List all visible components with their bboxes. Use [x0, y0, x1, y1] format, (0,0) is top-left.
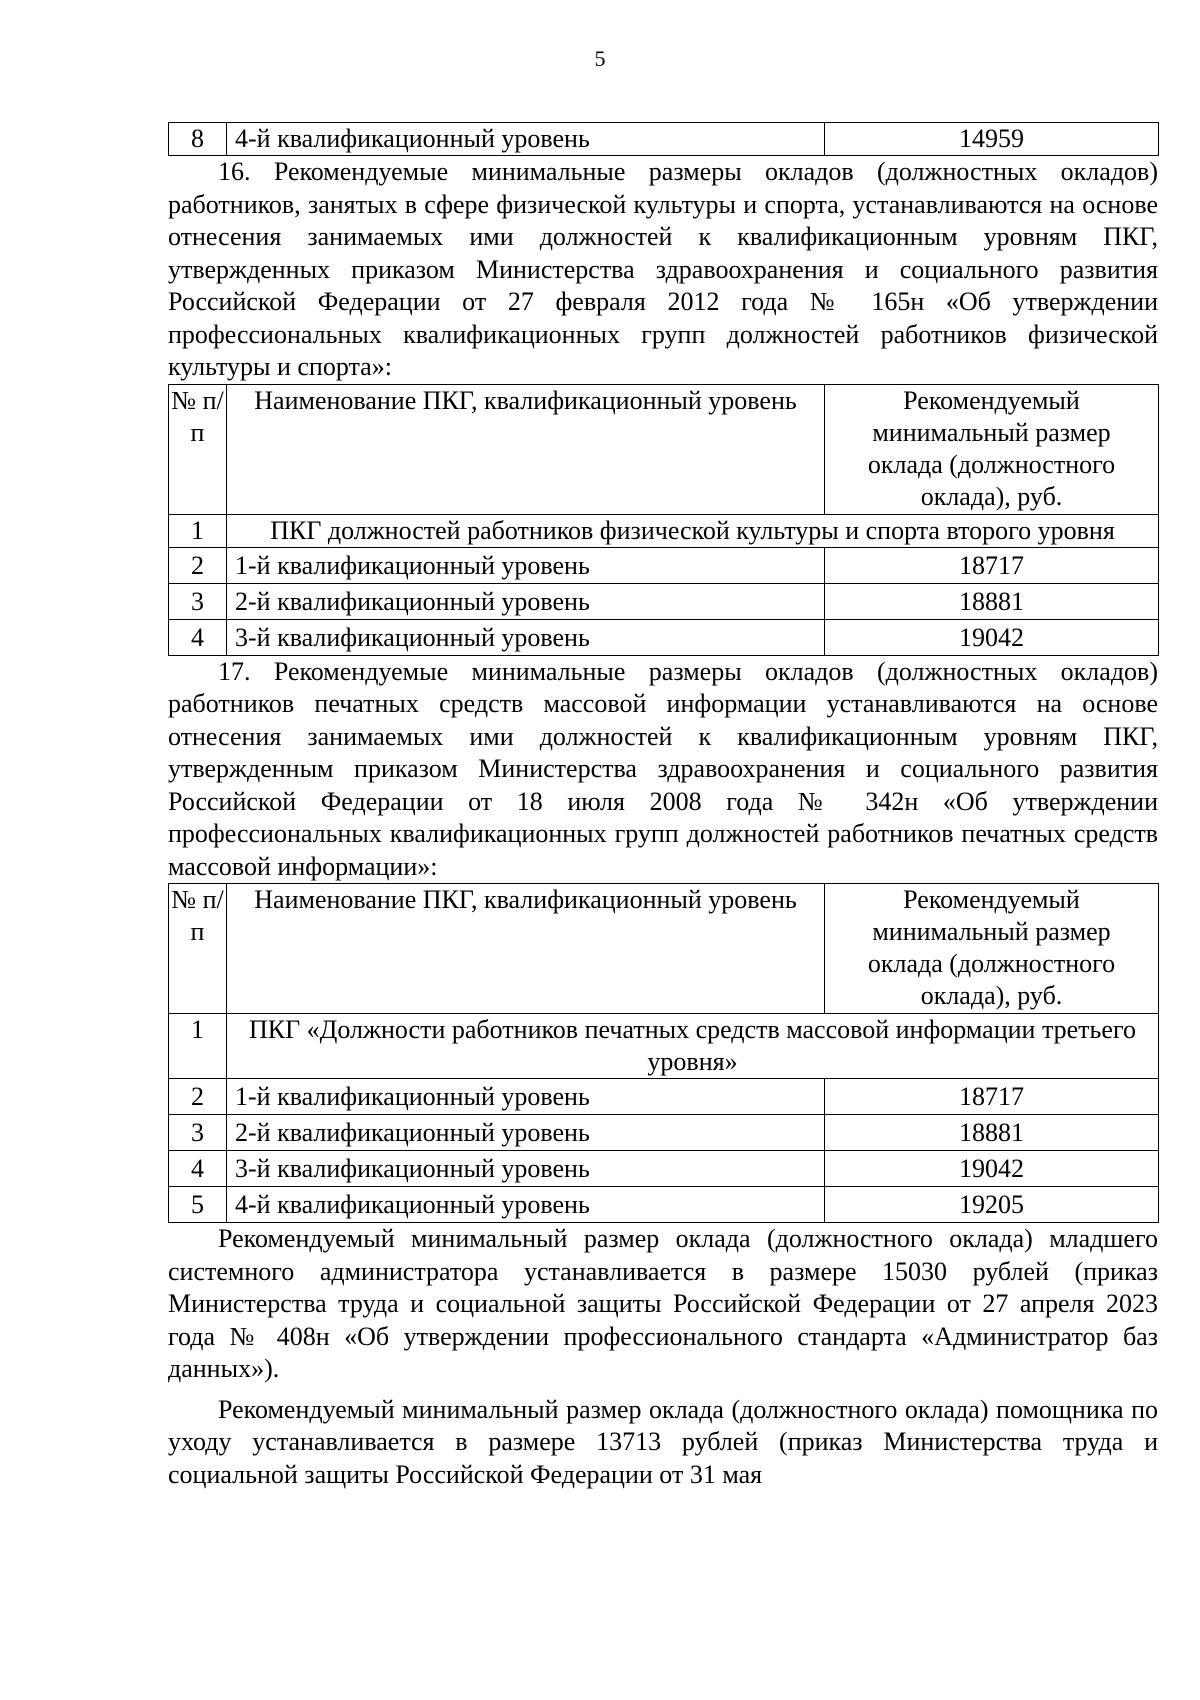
- row-value: 19205: [825, 1187, 1159, 1223]
- table-group-row: [169, 514, 1159, 547]
- section-16-text: 16. Рекомендуемые минимальные размеры окладов (должностных окладов) работников, занятых в сфере физической культуры и спорта, устанавливаются на основе отнесения занимаемых ими должностей к квалификационным уровням ПКГ, утвержденных приказом Министерства здравоохранения и социального развития Российской Федерации от 27 февраля 2012 года № 165н «Об утверждении профессиональных квалификационных групп должностей работников физической культуры и спорта»:: [168, 157, 1158, 381]
- table-row: [169, 1187, 1159, 1223]
- table-row: [169, 619, 1159, 655]
- row-number: 1: [169, 514, 227, 547]
- table-row: [169, 583, 1159, 619]
- row-value: 19042: [825, 1151, 1159, 1187]
- table-group-row: [169, 1014, 1159, 1079]
- section-17-paragraph: [168, 656, 1158, 884]
- row-number: 3: [169, 583, 227, 619]
- row-name: 3-й квалификационный уровень: [227, 1151, 825, 1187]
- table-row: [169, 1115, 1159, 1151]
- row-name: 4-й квалификационный уровень: [227, 1187, 825, 1223]
- helper-salary-text: Рекомендуемый минимальный размер оклада (должностного оклада) помощника по уходу устанавливается в размере 13713 рублей (приказ Министерства труда и социальной защиты Российской Федерации от 31 мая: [168, 1394, 1158, 1489]
- row-name: 4-й квалификационный уровень: [227, 123, 825, 156]
- header-number: № п/п: [169, 884, 227, 1014]
- group-name: ПКГ должностей работников физической культуры и спорта второго уровня: [227, 514, 1159, 547]
- row-name: 2-й квалификационный уровень: [227, 583, 825, 619]
- table-continuation: [168, 122, 1159, 156]
- table-sport: [168, 384, 1159, 656]
- header-name: Наименование ПКГ, квалификационный уровень: [227, 884, 825, 1014]
- document-body: [168, 122, 1158, 1491]
- header-value: Рекомендуемый минимальный размер оклада (должностного оклада), руб.: [825, 384, 1159, 514]
- header-name: Наименование ПКГ, квалификационный уровень: [227, 384, 825, 514]
- row-name: 1-й квалификационный уровень: [227, 547, 825, 583]
- row-value: 19042: [825, 619, 1159, 655]
- row-value: 18881: [825, 1115, 1159, 1151]
- table-row: [169, 1079, 1159, 1115]
- row-name: 1-й квалификационный уровень: [227, 1079, 825, 1115]
- section-17-text: 17. Рекомендуемые минимальные размеры окладов (должностных окладов) работников печатных средств массовой информации устанавливаются на основе отнесения занимаемых ими должностей к квалификационным уровням ПКГ, утвержденным приказом Министерства здравоохранения и социального развития Российской Федерации от 18 июля 2008 года № 342н «Об утверждении профессиональных квалификационных групп должностей работников печатных средств массовой информации»:: [168, 656, 1158, 881]
- row-value: 18717: [825, 547, 1159, 583]
- row-number: 2: [169, 547, 227, 583]
- admin-salary-paragraph: [168, 1223, 1158, 1386]
- row-number: 1: [169, 1014, 227, 1079]
- section-16-paragraph: [168, 156, 1158, 384]
- table-row: [169, 1151, 1159, 1187]
- helper-salary-paragraph: [168, 1394, 1158, 1492]
- table-header-row: [169, 884, 1159, 1014]
- table-row: [169, 547, 1159, 583]
- row-number: 5: [169, 1187, 227, 1223]
- row-number: 4: [169, 1151, 227, 1187]
- table-press: [168, 883, 1159, 1223]
- row-value: 18881: [825, 583, 1159, 619]
- header-number: № п/п: [169, 384, 227, 514]
- row-value: 14959: [825, 123, 1159, 156]
- row-number: 4: [169, 619, 227, 655]
- row-number: 2: [169, 1079, 227, 1115]
- table-row: [169, 123, 1159, 156]
- header-value: Рекомендуемый минимальный размер оклада (должностного оклада), руб.: [825, 884, 1159, 1014]
- admin-salary-text: Рекомендуемый минимальный размер оклада (должностного оклада) младшего системного администратора устанавливается в размере 15030 рублей (приказ Министерства труда и социальной защиты Российской Федерации от 27 апреля 2023 года № 408н «Об утверждении профессионального стандарта «Администратор баз данных»).: [168, 1224, 1158, 1383]
- row-value: 18717: [825, 1079, 1159, 1115]
- group-name: ПКГ «Должности работников печатных средств массовой информации третьего уровня»: [227, 1014, 1159, 1079]
- row-number: 8: [169, 123, 227, 156]
- row-name: 3-й квалификационный уровень: [227, 619, 825, 655]
- row-name: 2-й квалификационный уровень: [227, 1115, 825, 1151]
- row-number: 3: [169, 1115, 227, 1151]
- page-number: 5: [594, 46, 606, 71]
- table-header-row: [169, 384, 1159, 514]
